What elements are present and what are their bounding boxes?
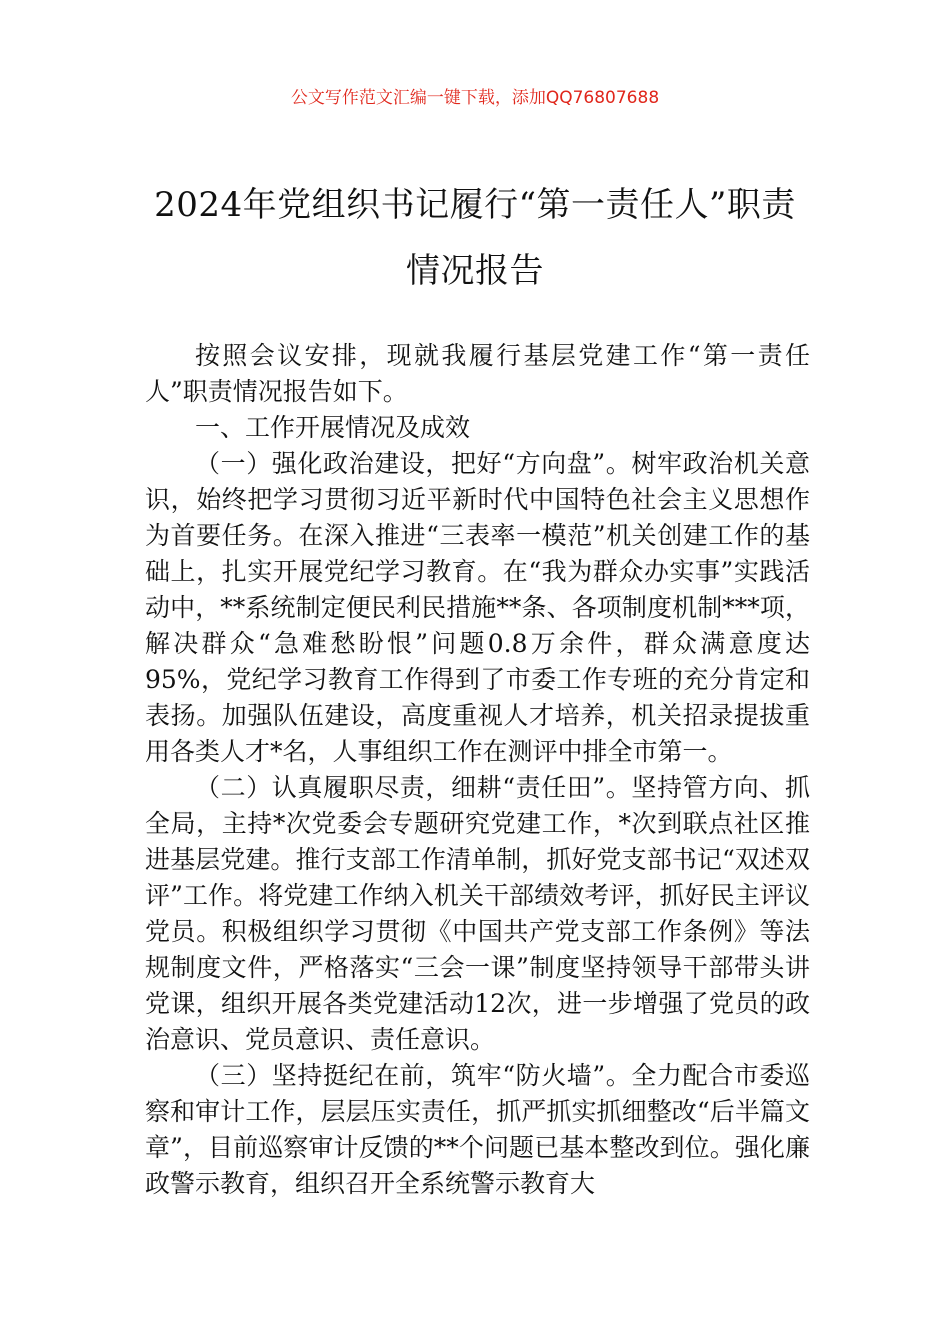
download-banner[interactable]: 公文写作范文汇编一键下载，添加QQ76807688 <box>290 88 660 108</box>
section-heading-1: 一、工作开展情况及成效 <box>195 413 471 442</box>
intro-paragraph: 按照会议安排，现就我履行基层党建工作“第一责任人”职责情况报告如下。 <box>145 341 810 406</box>
paragraph-discipline: （三）坚持挺纪在前，筑牢“防火墙”。全力配合市委巡察和审计工作，层层压实责任，抓严抓实抓细整改“后半篇文章”，目前巡察审计反馈的**个问题已基本整改到位。强化廉政警示教育，组织召开全系统警示教育大 <box>145 1061 810 1198</box>
paragraph-duty-performance: （二）认真履职尽责，细耕“责任田”。坚持管方向、抓全局，主持*次党委会专题研究党建工作，*次到联点社区推进基层党建。推行支部工作清单制，抓好党支部书记“双述双评”工作。将党建工作纳入机关干部绩效考评，抓好民主评议党员。积极组织学习贯彻《中国共产党支部工作条例》等法规制度文件，严格落实“三会一课”制度坚持领导干部带头讲党课，组织开展各类党建活动12次，进一步增强了党员的政治意识、党员意识、责任意识。 <box>145 773 810 1054</box>
document-title: 2024年党组织书记履行“第一责任人”职责情况报告 <box>154 185 796 291</box>
document-body <box>145 338 810 1202</box>
paragraph-political-building: （一）强化政治建设，把好“方向盘”。树牢政治机关意识，始终把学习贯彻习近平新时代中国特色社会主义思想作为首要任务。在深入推进“三表率一模范”机关创建工作的基础上，扎实开展党纪学习教育。在“我为群众办实事”实践活动中，**系统制定便民利民措施**条、各项制度机制***项，解决群众“急难愁盼恨”问题0.8万余件，群众满意度达95%，党纪学习教育工作得到了市委工作专班的充分肯定和表扬。加强队伍建设，高度重视人才培养，机关招录提拔重用各类人才*名，人事组织工作在测评中排全市第一。 <box>145 449 810 766</box>
